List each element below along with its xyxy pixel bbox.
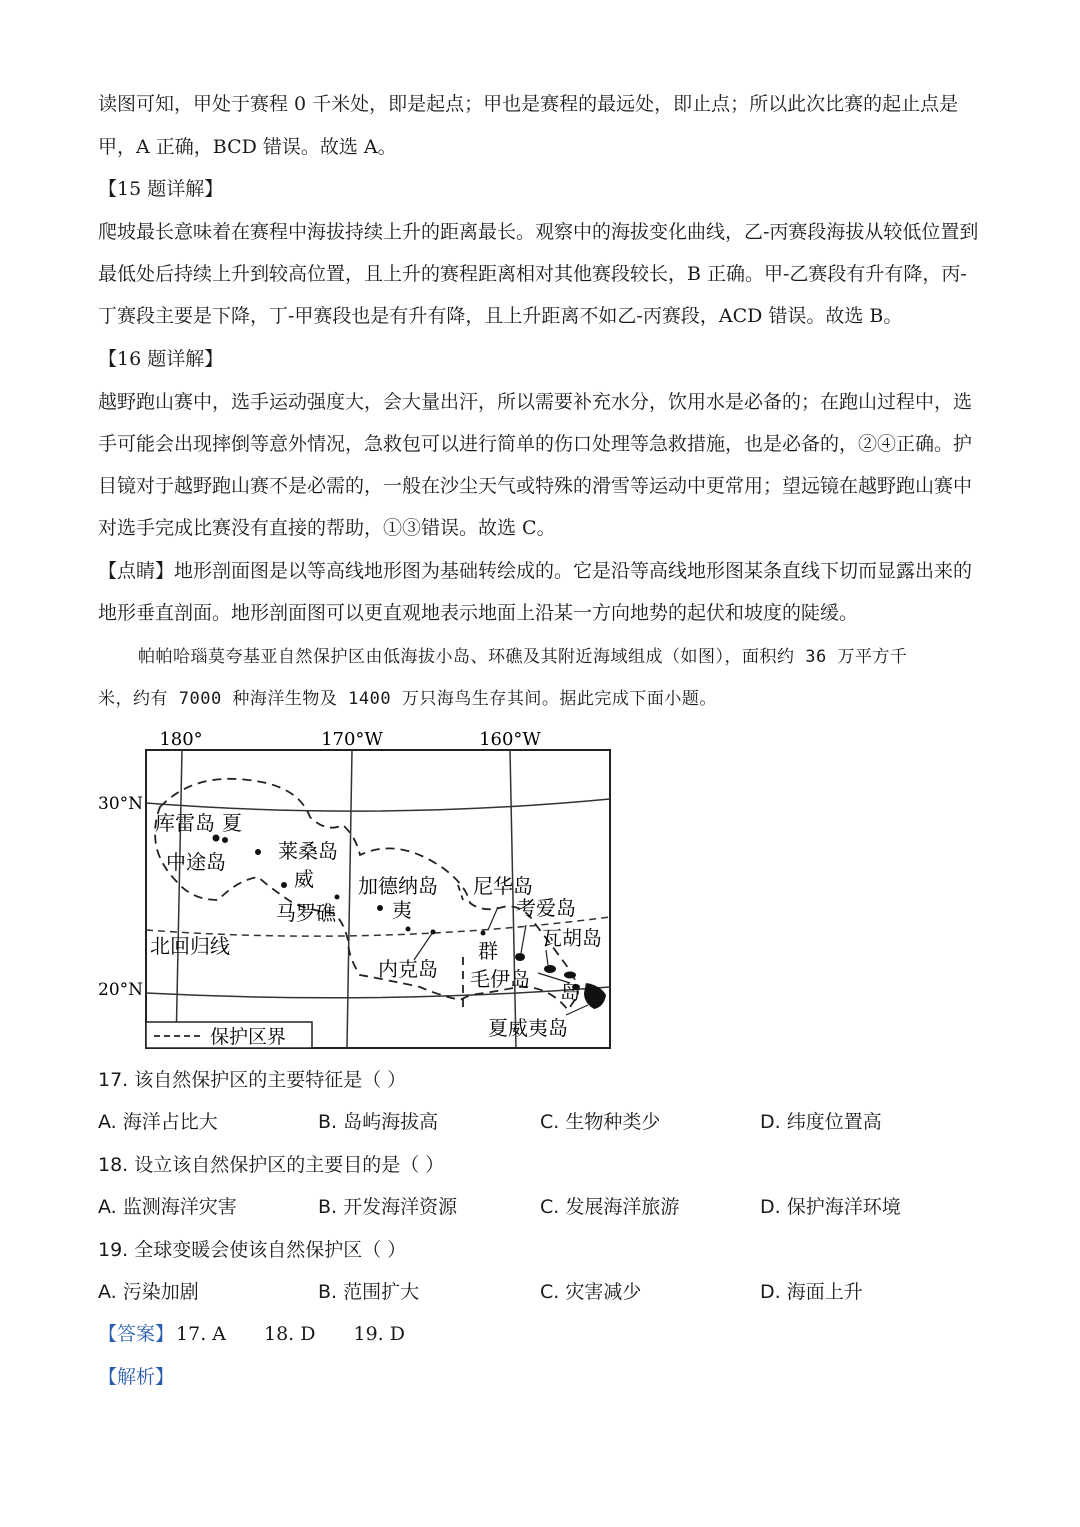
island-kauai [515,953,525,961]
parallel-20n [146,987,610,998]
island-dot [255,849,261,855]
island-dot [213,835,220,842]
place-hawaii: 夏威夷岛 [488,1016,568,1040]
text-line: 目镜对于越野跑山赛不是必需的，一般在沙尘天气或特殊的滑雪等运动中更常用；望远镜在越野跑山赛中 [98,475,973,497]
island-dot [335,895,340,900]
answer-label: 【答案】 [98,1323,175,1345]
question-17-stem: 17. 该自然保护区的主要特征是（ ） [98,1069,407,1091]
lat-label: 20°N [98,980,144,1000]
answer-18: 18. D [264,1323,316,1345]
question-19-stem: 19. 全球变暖会使该自然保护区（ ） [98,1239,407,1261]
option-17b: B. 岛屿海拔高 [318,1111,439,1133]
lon-label: 170°W [321,729,383,750]
option-19a: A. 污染加剧 [98,1281,199,1303]
place-gardner: 加德纳岛 [358,874,438,898]
place-laysan: 莱桑岛 [278,839,338,863]
text-line: 越野跑山赛中，选手运动强度大，会大量出汗，所以需要补充水分，饮用水是必备的；在跑山过程中，选 [98,391,973,413]
place-midway: 中途岛 [166,850,226,874]
island-molokai [564,972,576,979]
option-17c: C. 生物种类少 [540,1111,661,1133]
section-heading-16: 【16 题详解】 [98,348,224,370]
parallel-30n [146,799,610,811]
option-17d: D. 纬度位置高 [760,1111,882,1133]
option-18b: B. 开发海洋资源 [318,1196,458,1218]
place-yi: 夷 [392,898,412,922]
place-oahu: 瓦胡岛 [542,926,602,950]
answer-row [98,1321,405,1347]
text-line: 对选手完成比赛没有直接的帮助，①③错误。故选 C。 [98,517,556,539]
island-oahu [544,965,556,973]
intro-line: 帕帕哈瑙莫夸基亚自然保护区由低海拔小岛、环礁及其附近海域组成（如图），面积约 36 万平方千 [138,647,908,667]
leader-line [488,907,498,930]
place-xia: 夏 [222,811,242,835]
text-line: 爬坡最长意味着在赛程中海拔持续上升的距离最长。观察中的海拔变化曲线，乙-丙赛段海拔从较低位置到 [98,221,979,243]
text-line: 最低处后持续上升到较高位置，且上升的赛程距离相对其他赛段较长，B 正确。甲-乙赛段有升有降，丙- [98,263,967,285]
tip-line: 地形垂直剖面。地形剖面图可以更直观地表示地面上沿某一方向地势的起伏和坡度的陡缓。 [98,602,859,624]
place-kauai: 考爱岛 [516,896,576,920]
lon-label: 160°W [479,729,541,750]
place-maui: 毛伊岛 [470,967,530,991]
place-niihau: 尼华岛 [473,874,533,898]
island-dot [222,837,228,843]
place-kure: 库雷岛 [155,811,215,835]
option-18d: D. 保护海洋环境 [760,1196,901,1218]
tropic-label: 北回归线 [150,934,230,958]
place-maro: 马罗礁 [276,901,336,925]
lat-label: 30°N [98,794,144,814]
meridian-170w [347,750,352,1048]
answer-19: 19. D [353,1323,405,1345]
option-19d: D. 海面上升 [760,1281,863,1303]
analysis-label: 【解析】 [98,1366,175,1388]
place-necker: 内克岛 [378,957,438,981]
place-qun: 群 [478,939,498,963]
leader-line [521,925,526,953]
leader-line [414,932,433,960]
intro-line: 米，约有 7000 种海洋生物及 1400 万只海鸟生存其间。据此完成下面小题。 [98,689,717,709]
island-dot [281,882,287,888]
text-line: 手可能会出现摔倒等意外情况，急救包可以进行简单的伤口处理等急救措施，也是必备的，②④正确。护 [98,433,973,455]
text-line: 读图可知，甲处于赛程 0 千米处，即是起点；甲也是赛程的最远处，即止点；所以此次比赛的起止点是 [98,93,959,115]
reserve-boundary-inner [458,885,463,900]
option-19b: B. 范围扩大 [318,1281,420,1303]
lon-label: 180° [159,729,203,750]
leader-line [546,950,548,965]
place-wei: 威 [294,867,314,891]
place-dao: 岛 [560,980,580,1004]
legend-label: 保护区界 [210,1026,287,1048]
option-18a: A. 监测海洋灾害 [98,1196,237,1218]
island-dot [406,927,411,932]
option-17a: A. 海洋占比大 [98,1111,218,1133]
text-line: 丁赛段主要是下降，丁-甲赛段也是有升有降，且上升距离不如乙-丙赛段，ACD 错误。故选 B。 [98,305,903,327]
tip-line: 【点睛】地形剖面图是以等高线地形图为基础转绘成的。它是沿等高线地形图某条直线下切而显露出来的 [98,560,973,582]
section-heading-15: 【15 题详解】 [98,178,224,200]
option-19c: C. 灾害减少 [540,1281,642,1303]
island-dot [377,905,383,911]
meridian-180 [176,750,182,1048]
island-dot [481,931,486,936]
text-line: 甲，A 正确，BCD 错误。故选 A。 [98,136,397,158]
question-18-stem: 18. 设立该自然保护区的主要目的是（ ） [98,1154,445,1176]
reserve-map [98,725,618,1055]
option-18c: C. 发展海洋旅游 [540,1196,680,1218]
answer-17: 17. A [176,1323,226,1345]
